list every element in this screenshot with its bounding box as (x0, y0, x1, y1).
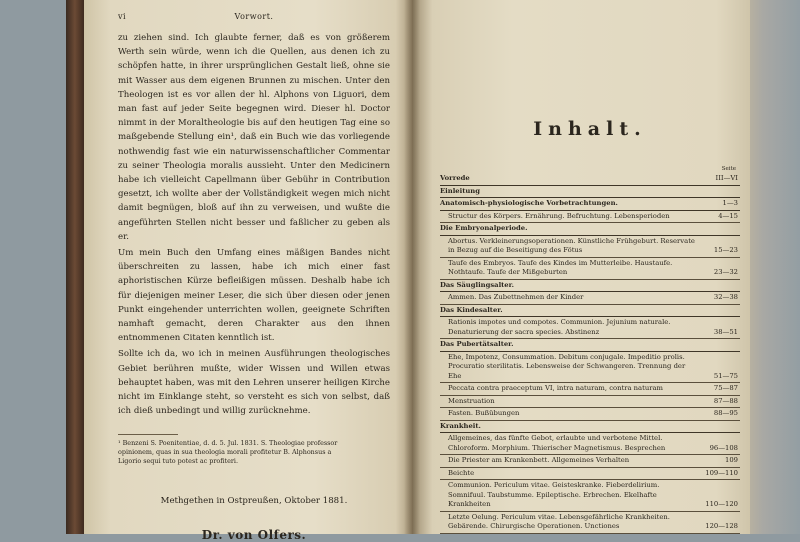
toc-entry-title: Structur des Körpers. Ernährung. Befruchtung. Lebensperioden (448, 211, 670, 220)
toc-entry-title: Allgemeines, das fünfte Gebot, erlaubte und verbotene Mittel. Chloroform. Morphium. Thierischer Magnetismus. Besprechen (448, 434, 666, 452)
footnote-text: ¹ Benzeni S. Poenitentiae, d. d. 5. Jul. 1831. S. Theologiae professor opinionem, quas in sua theologia morali profitetur B. Alphonsus a Ligorio sequi tuto potest ac profiteri. (118, 439, 338, 466)
toc-entry-title: Anatomisch-physiologische Vorbetrachtungen. (440, 199, 618, 207)
toc-entry-title: Beichte (448, 468, 475, 477)
toc-entry-title: Das Säuglingsalter. (440, 280, 514, 289)
toc-entry-title: Krankheit. (440, 421, 481, 430)
toc-entry (440, 468, 740, 481)
preface-text (118, 31, 390, 418)
table-of-contents (440, 173, 740, 534)
toc-entry (440, 455, 740, 468)
book-gutter (404, 0, 420, 534)
toc-entry-page: 87—88 (713, 396, 738, 405)
toc-entry (440, 305, 740, 318)
running-head-text: Vorwort. (234, 12, 274, 21)
right-page (412, 0, 750, 534)
toc-entry-page: 88—95 (713, 409, 738, 417)
book-cover-right (748, 0, 800, 534)
toc-entry (440, 480, 740, 512)
toc-entry-page: 75—87 (713, 384, 738, 392)
toc-entry (440, 433, 740, 455)
toc-entry (440, 292, 740, 305)
paragraph: Um mein Buch den Umfang eines mäßigen Bandes nicht überschreiten zu lassen, habe ich mich einer fast aphoristischen Kürze befleißigen müssen. Deshalb habe ich für diejenigen meiner Leser, die sich über diesen oder jenen Punkt eingehender unterrichten wollen, geeignete Schriften namhaft gemacht, deren Charakter aus den ihnen entnommenen Citaten kenntlich ist. (118, 248, 390, 344)
toc-entry (440, 408, 740, 421)
toc-title: Inhalt. (533, 118, 647, 140)
toc-entry-title: Das Pubertätsalter. (440, 340, 514, 348)
footnote-rule (118, 434, 178, 435)
paragraph: zu ziehen sind. Ich glaubte ferner, daß es von größerem Werth sein würde, wenn ich die Quellen, aus denen ich zu schöpfen hatte, in ihrer ursprünglichen Gestalt ließ, ohne sie mit Wasser aus dem eigenen Brunnen zu mischen. Unter den Theologen ist es vor allen der hl. Alphons von Liguori, dem man fast auf jeder Seite begegnen wird. Dieser hl. Doctor nimmt in der Moraltheologie bis auf den heutigen Tag eine so maßgebende Stellung ein¹, daß ein Buch wie das vorliegende nothwendig fast wie ein naturwissenschaftlicher Commentar zu seiner Theologia moralis aussieht. Unter den Medicinern habe ich vielleicht Capellmann über Gebühr in Contribution gesetzt, ich wollte aber der Vollständigkeit wegen mich nicht damit begnügen, bloß auf ihn zu verweisen, und wußte die angeführten Stellen nicht besser und faßlicher zu geben als er. (118, 33, 390, 242)
toc-entry (440, 352, 740, 384)
toc-entry-page: 15—23 (713, 246, 738, 254)
toc-entry (440, 186, 740, 199)
toc-entry-page: 120—128 (705, 522, 738, 530)
toc-entry (440, 339, 740, 352)
toc-entry-title: Fasten. Bußübungen (448, 409, 520, 417)
toc-entry-title: Rationis impotes und compotes. Communion. Jejunium naturale. Denaturierung der sacra species. Abstinenz (448, 318, 671, 336)
toc-entry-title: Ammen. Das Zubettnehmen der Kinder (448, 293, 584, 301)
toc-entry-page: 1—3 (722, 199, 738, 207)
toc-entry-title: Vorrede (440, 174, 470, 182)
toc-entry (440, 198, 740, 211)
toc-entry-page: 51—75 (713, 371, 738, 380)
toc-entry-page: 38—51 (713, 327, 738, 336)
toc-entry-page: 110—120 (705, 500, 738, 508)
toc-entry-page: 32—38 (713, 293, 738, 301)
place-date: Methgethen in Ostpreußen, Oktober 1881. (160, 496, 348, 507)
toc-entry (440, 280, 740, 293)
toc-entry-title: Peccata contra praeceptum VI, intra naturam, contra naturam (448, 384, 663, 392)
toc-entry-page: 96—108 (709, 443, 738, 452)
toc-entry (440, 396, 740, 409)
running-head (118, 12, 390, 21)
toc-entry-title: Menstruation (448, 396, 495, 405)
toc-entry-title: Taufe des Embryos. Taufe des Kindes im Mutterleibe. Haustaufe. Nothtaufe. Taufe der Mißgeburten (448, 258, 673, 276)
toc-entry (440, 236, 740, 258)
toc-entry-page: 23—32 (713, 268, 738, 276)
toc-entry-page: III—VI (715, 174, 738, 182)
toc-entry-title: Einleitung (440, 186, 480, 195)
toc-entry-title: Letzte Oelung. Periculum vitae. Lebensgefährliche Krankheiten. Gebärende. Chirurgische Operationen. Unctiones (448, 512, 670, 530)
toc-entry (440, 223, 740, 236)
toc-entry-title: Communion. Periculum vitae. Geisteskranke. Fieberdelirium. Somnifuul. Taubstumme. Epileptische. Erbrechen. Ekelhafte Krankheiten (448, 481, 660, 508)
toc-entry (440, 421, 740, 434)
toc-entry-page: 109—110 (705, 468, 738, 477)
toc-entry-title: Die Embryonalperiode. (440, 224, 528, 232)
toc-entry-title: Das Kindesalter. (440, 305, 503, 314)
paragraph: Sollte ich da, wo ich in meinen Ausführungen theologisches Gebiet berühren mußte, wider Wissen und Willen etwas behauptet haben, was mit den Lehren unserer heiligen Kirche nicht im Einklange steht, so versteht es sich von selbst, daß ich dieß unbedingt und willig zurücknehme. (118, 349, 390, 417)
toc-column-header: Seite (721, 166, 736, 172)
toc-entry (440, 317, 740, 339)
toc-entry-page: 109 (725, 456, 738, 464)
toc-entry-title: Ehe, Impotenz, Consummation. Debitum conjugale. Impeditio prolis. Procuratio sterilitatis. Lebensweise der Schwangeren. Trennung der Ehe (448, 352, 686, 380)
toc-entry-title: Abortus. Verkleinerungsoperationen. Künstliche Frühgeburt. Reservate in Bezug auf die Beseitigung des Fötus (448, 236, 695, 254)
toc-entry (440, 211, 740, 224)
toc-entry (440, 512, 740, 534)
author-signature: Dr. von Olfers. (201, 528, 307, 542)
toc-entry (440, 173, 740, 186)
page-number: vi (118, 12, 127, 21)
left-page (84, 0, 412, 542)
toc-entry (440, 258, 740, 280)
toc-entry (440, 383, 740, 396)
toc-entry-page: 4—15 (718, 211, 738, 220)
toc-entry-title: Die Priester am Krankenbett. Allgemeines Verhalten (448, 456, 630, 464)
